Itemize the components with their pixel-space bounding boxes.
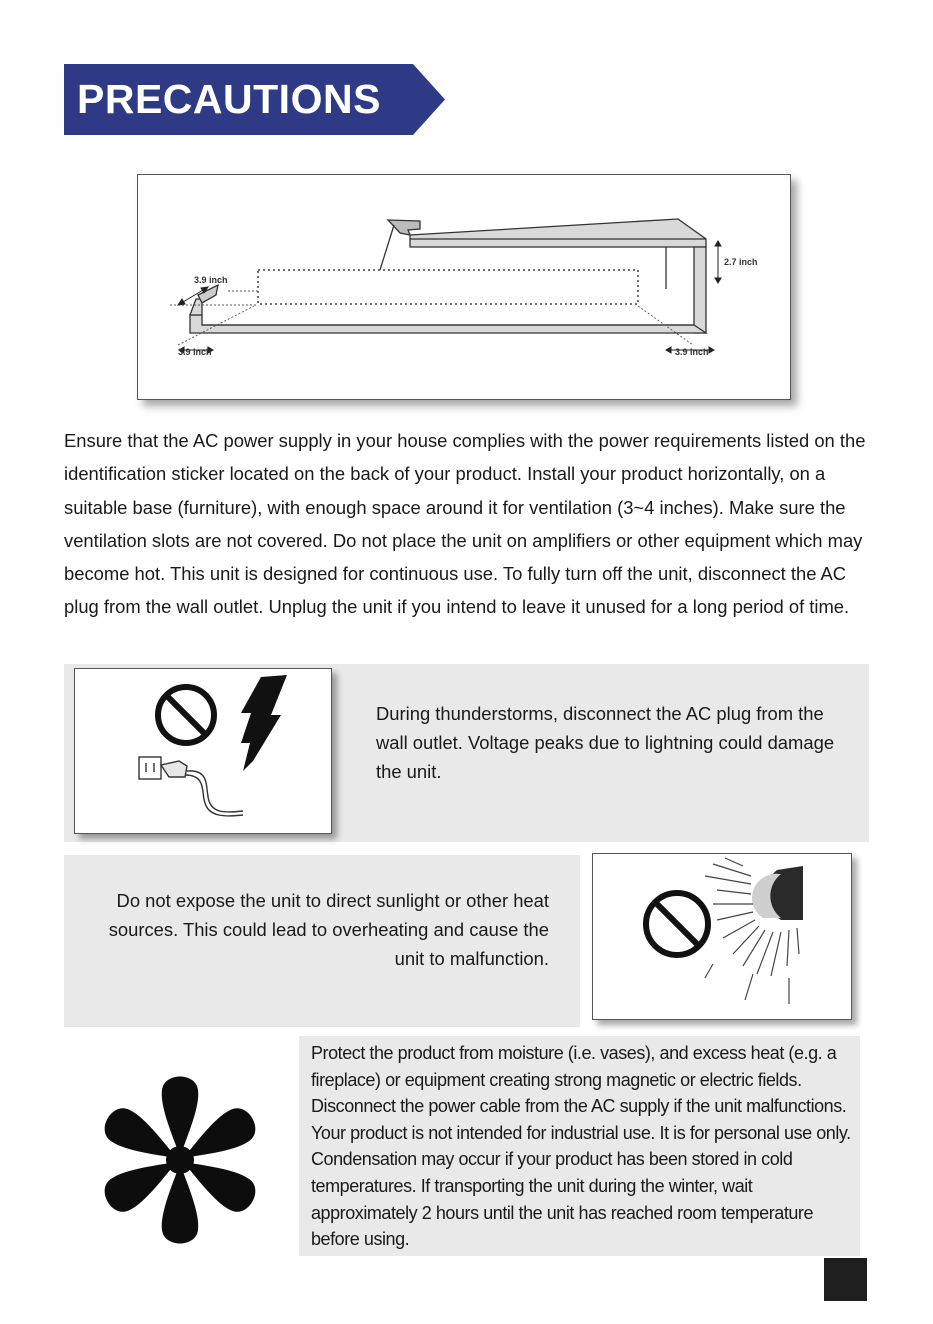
installation-instructions: Ensure that the AC power supply in your house complies with the power requirements listed on the identification sticker located on the back of your product. Install your product horizontally, on a suitable base (furniture), with enough space around it for ventilation (3~4 inches). Make sure the ventilation slots are not covered. Do not place the unit on amplifiers or other equipment which may become hot. This unit is designed for continuous use. To fully turn off the unit, disconnect the AC plug from the wall outlet. Unplug the unit if you intend to leave it unused for a long period of time. [64,430,866,618]
section-header [64,64,445,135]
page-title: PRECAUTIONS [77,76,381,122]
thunderstorm-warning-text: During thunderstorms, disconnect the AC plug from the wall outlet. Voltage peaks due to lightning could damage the unit. [376,703,835,782]
rear-clearance-label: 3.9 inch [194,275,228,285]
sun-icon [705,858,803,1004]
right-clearance-label: 3.9 inch [675,347,709,357]
ventilation-diagram [137,174,791,400]
shelf-clearance-illustration [138,175,790,399]
prohibited-icon [646,893,708,955]
top-clearance-label: 2.7 inch [724,257,758,267]
asterisk-icon [98,1068,262,1252]
left-clearance-label: 3.9 inch [178,347,212,357]
sunlight-warning-text: Do not expose the unit to direct sunlight or other heat sources. This could lead to overheating and cause the unit to malfunction. [108,890,549,969]
prohibited-icon [158,687,214,743]
page-marker [824,1258,867,1301]
lightning-icon [241,675,287,771]
thunderstorm-illustration [74,668,332,834]
power-plug-icon [139,757,243,816]
moisture-warning-text: Protect the product from moisture (i.e. vases), and excess heat (e.g. a fireplace) or equipment creating strong magnetic or electric fields. Disconnect the power cable from the AC supply if the unit malfunctions. Your product is not intended for industrial use. It is for personal use only. Condensation may occur if your product has been stored in cold temperatures. If transporting the unit during the winter, wait approximately 2 hours until the unit has reached room temperature before using. [311,1043,851,1250]
sunlight-illustration [592,853,852,1020]
